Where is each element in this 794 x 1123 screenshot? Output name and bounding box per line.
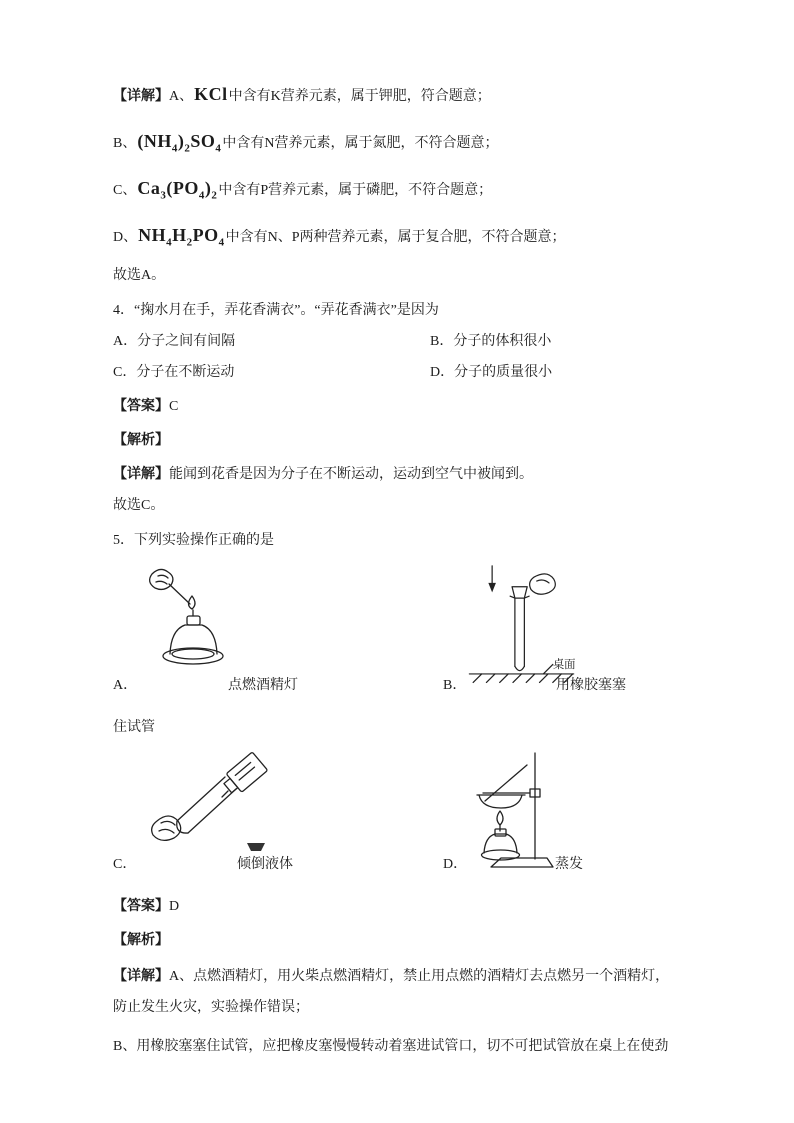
evaporating-dish [479,795,522,808]
q5-figure-a-letter: A． [113,678,138,693]
test-tube-lower-edge [188,789,236,833]
answer-tag: 【答案】 [113,899,169,914]
q5-figure-c-caption: 倾倒液体 [237,857,293,872]
test-tube-bottom [515,666,524,670]
chemical-formula-ammonium-dihydrogen-phosphate: $NH_4H_2PO_4$ [138,225,225,249]
q4-option-d: D．分子的质量很小 [430,365,553,380]
stoppering-test-tube-figure [458,562,586,692]
pouring-liquid-figure [143,751,283,853]
explanation-line-a [113,72,681,119]
q5-analysis-line [113,925,681,956]
answer-value: C [169,399,179,414]
q5-figure-c-letter: C． [113,857,137,872]
q5-stem: 5．下列实验操作正确的是 [113,533,274,548]
q5-figure-row-2 [113,745,681,887]
chemical-formula-kcl: KCl [194,84,228,104]
lamp-base-inner [172,649,214,659]
reagent-bottle [220,752,268,797]
q4-answer-line [113,391,681,422]
q5-detail-a-line2: 防止发生火灾，实验操作错误； [113,1000,309,1015]
flame-icon [497,811,503,825]
option-letter: C、 [113,183,137,198]
table-surface-label: 桌面 [552,659,576,672]
finger-lines [159,821,175,833]
lighting-alcohol-lamp-figure [138,564,250,670]
rubber-stopper [512,587,527,598]
test-tube-upper-edge [177,777,225,821]
q4-detail-line [113,459,681,490]
q5-figure-b-caption-wrap: 住试管 [113,720,155,735]
detail-tag: 【详解】 [113,89,169,104]
option-letter: A、 [169,89,194,104]
q4-option-a: A．分子之间有间隔 [113,334,236,349]
answer-value: D [169,899,180,914]
detail-text: 能闻到花香是因为分子在不断运动，运动到空气中被闻到。 [169,467,533,482]
q5-figure-a-caption: 点燃酒精灯 [228,678,298,693]
explanation-text: 中含有K营养元素，属于钾肥，符合题意； [228,89,491,104]
wick-holder [187,616,200,625]
down-arrow-icon [488,583,496,592]
analysis-tag: 【解析】 [113,933,169,948]
q4-option-b: B．分子的体积很小 [430,334,552,349]
detail-text: A、点燃酒精灯，用火柴点燃酒精灯，禁止用点燃的酒精灯去点燃另一个酒精灯， [169,969,670,984]
q4-options-row-2 [113,357,681,388]
detail-tag: 【详解】 [113,969,169,984]
q4-analysis-line [113,425,681,456]
explanation-line-c [113,166,681,213]
stopper-on-table [247,843,265,851]
explanation-line-d [113,213,681,260]
analysis-tag: 【解析】 [113,433,169,448]
bottle-label-line-2 [239,767,254,780]
q5-answer-line [113,891,681,922]
finger-line [537,580,549,583]
option-letter: D、 [113,230,138,245]
explanation-text: 中含有N、P两种营养元素，属于复合肥，不符合题意； [225,230,566,245]
match-flame-icon [189,596,196,609]
evaporation-figure [455,745,555,873]
explanation-text: 中含有P营养元素，属于磷肥，不符合题意； [218,183,493,198]
bottle-neck [224,778,238,792]
explanation-text: 中含有N营养元素，属于氮肥，不符合题意； [222,136,499,151]
q4-options-row-1 [113,326,681,357]
q4-conclusion: 故选C。 [113,498,165,513]
q4-option-c: C．分子在不断运动 [113,365,235,380]
q5-figure-d-caption: 蒸发 [555,857,583,872]
q5-detail-b-line: B、用橡胶塞塞住试管，应把橡皮塞慢慢转动着塞进试管口，切不可把试管放在桌上在使劲 [113,1039,669,1054]
q5-figure-row-1 [113,562,681,712]
q5-figure-b-letter: B． [443,678,467,693]
match-stick [169,584,190,604]
detail-tag: 【详解】 [113,467,169,482]
hand-icon [530,574,556,594]
hand-icon [150,569,173,589]
q5-figure-b-caption: 用橡胶塞塞 [556,678,626,693]
liquid-stream [222,791,228,797]
table-label-leader [543,664,552,673]
q4-stem: 4．“掬水月在手，弄花香满衣”。“弄花香满衣”是因为 [113,303,439,318]
option-letter: B、 [113,136,137,151]
q5-figure-d-letter: D． [443,857,468,872]
chemical-formula-calcium-phosphate: $Ca_3(PO_4)_2$ [137,178,218,202]
q3-conclusion: 故选A。 [113,268,166,283]
answer-tag: 【答案】 [113,399,169,414]
finger-lines [156,575,168,584]
bottle-body [226,752,267,792]
q5-detail-a-line1 [113,961,681,992]
hand-icon [152,816,181,840]
lamp-base [163,648,223,664]
chemical-formula-ammonium-sulfate: $(NH_4)_2SO_4$ [137,131,222,155]
content-area [113,72,681,1062]
explanation-line-b [113,119,681,166]
